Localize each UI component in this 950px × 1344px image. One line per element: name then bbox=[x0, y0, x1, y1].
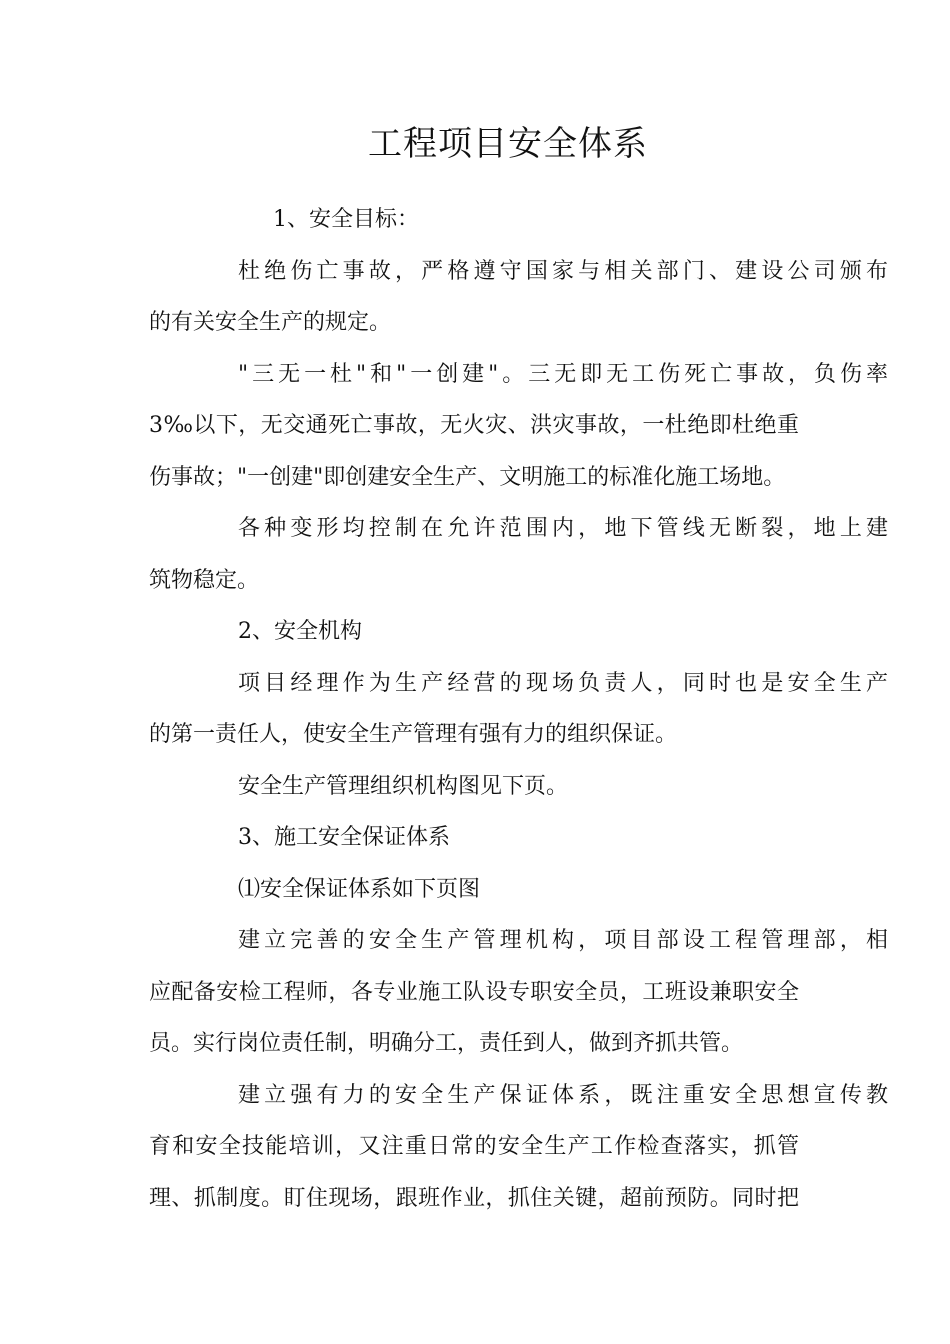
subsection-heading: ⑴安全保证体系如下页图 bbox=[238, 876, 481, 902]
document-title: 工程项目安全体系 bbox=[368, 124, 648, 164]
paragraph-line: "三无一杜"和"一创建"。三无即无工伤死亡事故，负伤率 bbox=[238, 361, 888, 387]
paragraph-line: 建立完善的安全生产管理机构，项目部设工程管理部，相 bbox=[238, 928, 888, 953]
paragraph-line: 项目经理作为生产经营的现场负责人，同时也是安全生产 bbox=[238, 670, 888, 696]
paragraph-line: 应配备安检工程师，各专业施工队设专职安全员，工班设兼职安全 bbox=[149, 979, 799, 1005]
paragraph-line: 员。实行岗位责任制，明确分工，责任到人，做到齐抓共管。 bbox=[149, 1031, 744, 1056]
paragraph-line: 安全生产管理组织机构图见下页。 bbox=[238, 773, 569, 799]
paragraph-line: 各种变形均控制在允许范围内，地下管线无断裂，地上建 bbox=[238, 516, 888, 541]
section-heading-safety-organization: 2、安全机构 bbox=[238, 619, 362, 644]
section-heading-construction-safety-system: 3、施工安全保证体系 bbox=[238, 825, 450, 850]
document-body bbox=[149, 194, 888, 1224]
paragraph-line: 3‰以下，无交通死亡事故，无火灾、洪灾事故，一杜绝即杜绝重 bbox=[149, 413, 799, 438]
paragraph-line: 筑物稳定。 bbox=[149, 567, 260, 593]
paragraph-line: 育和安全技能培训，又注重日常的安全生产工作检查落实，抓管 bbox=[149, 1134, 799, 1159]
section-heading-safety-goals: 1、安全目标： bbox=[273, 207, 419, 232]
paragraph-line: 杜绝伤亡事故，严格遵守国家与相关部门、建设公司颁布 bbox=[238, 258, 888, 284]
paragraph-line: 建立强有力的安全生产保证体系，既注重安全思想宣传教 bbox=[238, 1082, 888, 1108]
paragraph-line: 理、抓制度。盯住现场，跟班作业，抓住关键，超前预防。同时把 bbox=[149, 1185, 799, 1211]
paragraph-line: 的有关安全生产的规定。 bbox=[149, 310, 392, 335]
paragraph-line: 伤事故；"一创建"即创建安全生产、文明施工的标准化施工场地。 bbox=[149, 464, 786, 490]
paragraph-line: 的第一责任人，使安全生产管理有强有力的组织保证。 bbox=[149, 722, 678, 747]
